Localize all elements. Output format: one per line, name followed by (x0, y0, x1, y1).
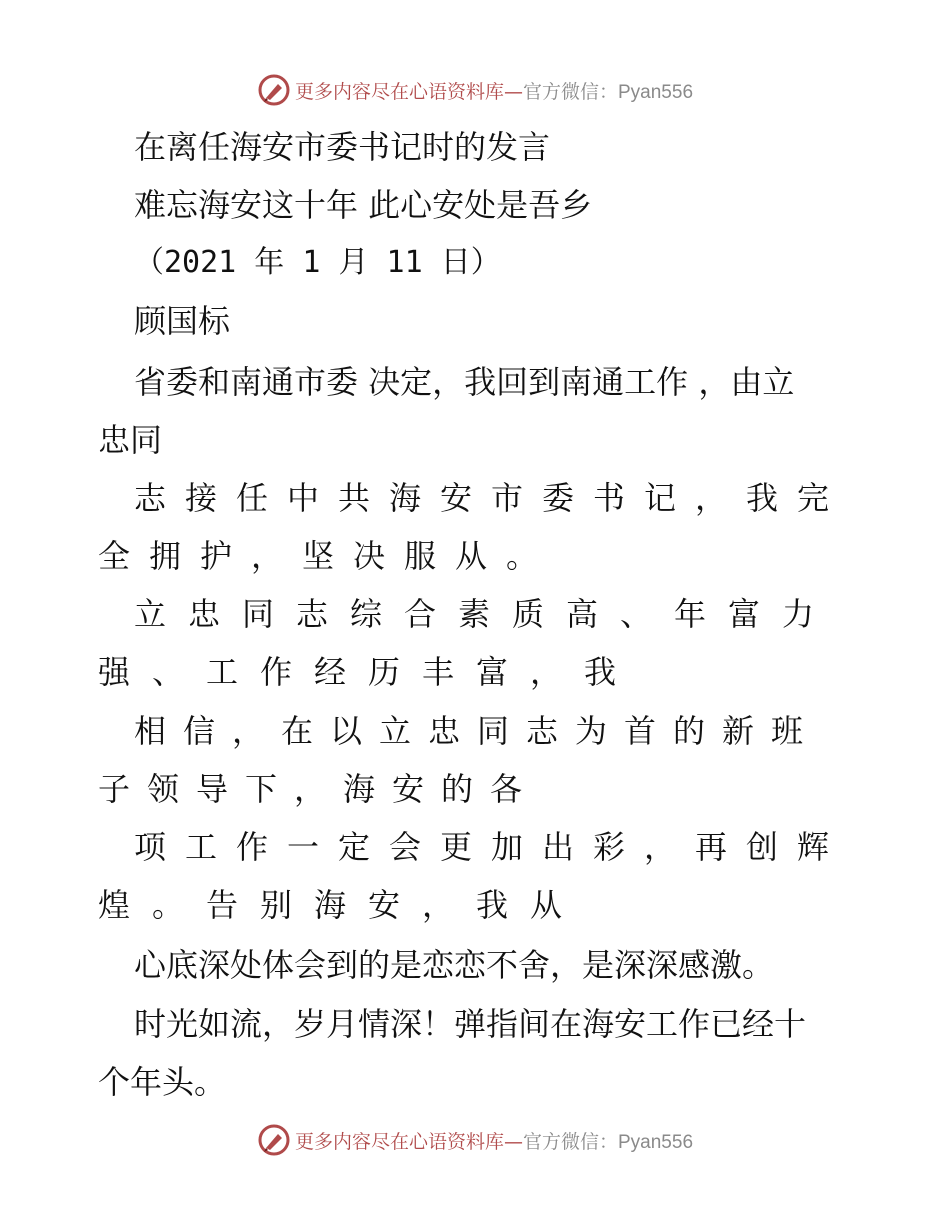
banner-dash: — (503, 80, 523, 103)
banner-main: 更多内容尽在心语资料库 (294, 1130, 504, 1153)
footer-banner (0, 1120, 950, 1160)
doc-author: 顾国标 (134, 302, 231, 340)
paragraph-line: 相信，在以立忠同志为首的新班 (134, 712, 821, 750)
banner-wechat-label: 官方微信： (522, 80, 618, 103)
paragraph-line: 立忠同志综合素质高、年富力 (134, 595, 837, 633)
banner-wechat-id: Pyan556 (618, 1131, 694, 1153)
banner-wechat-id: Pyan556 (618, 81, 694, 103)
paragraph-line: 煌。告别海安，我从 (98, 886, 585, 924)
banner-main: 更多内容尽在心语资料库 (294, 80, 504, 103)
doc-subtitle: 难忘海安这十年 此心安处是吾乡 (134, 186, 593, 224)
paragraph-line: 省委和南通市委 决定，我回到南通工作 ，由立 (134, 363, 795, 401)
banner-dash: — (503, 1130, 523, 1153)
paragraph-line: 子领导下，海安的各 (98, 770, 540, 808)
pen-logo-icon (257, 1123, 291, 1157)
banner-text (295, 1127, 693, 1154)
pen-logo-icon (257, 73, 291, 107)
paragraph-line: 项工作一定会更加出彩，再创辉 (134, 828, 849, 866)
banner-text (295, 77, 693, 104)
paragraph-line: 强、工作经历丰富，我 (98, 653, 639, 691)
paragraph-line: 时光如流，岁月情深！弹指间在海安工作已经十 (134, 1005, 807, 1043)
doc-title: 在离任海安市委书记时的发言 (134, 128, 551, 166)
paragraph-line: 忠同 (98, 421, 163, 459)
paragraph-line: 全拥护，坚决服从。 (98, 537, 558, 575)
header-banner (0, 70, 950, 110)
paragraph-line: 志接任中共海安市委书记，我完 (134, 479, 849, 517)
banner-wechat-label: 官方微信： (522, 1130, 618, 1153)
paragraph-line: 个年头。 (98, 1063, 227, 1101)
paragraph-line: 心底深处体会到的是恋恋不舍，是深深感激。 (134, 946, 775, 984)
doc-date: （2021 年 1 月 11 日） (134, 245, 501, 280)
